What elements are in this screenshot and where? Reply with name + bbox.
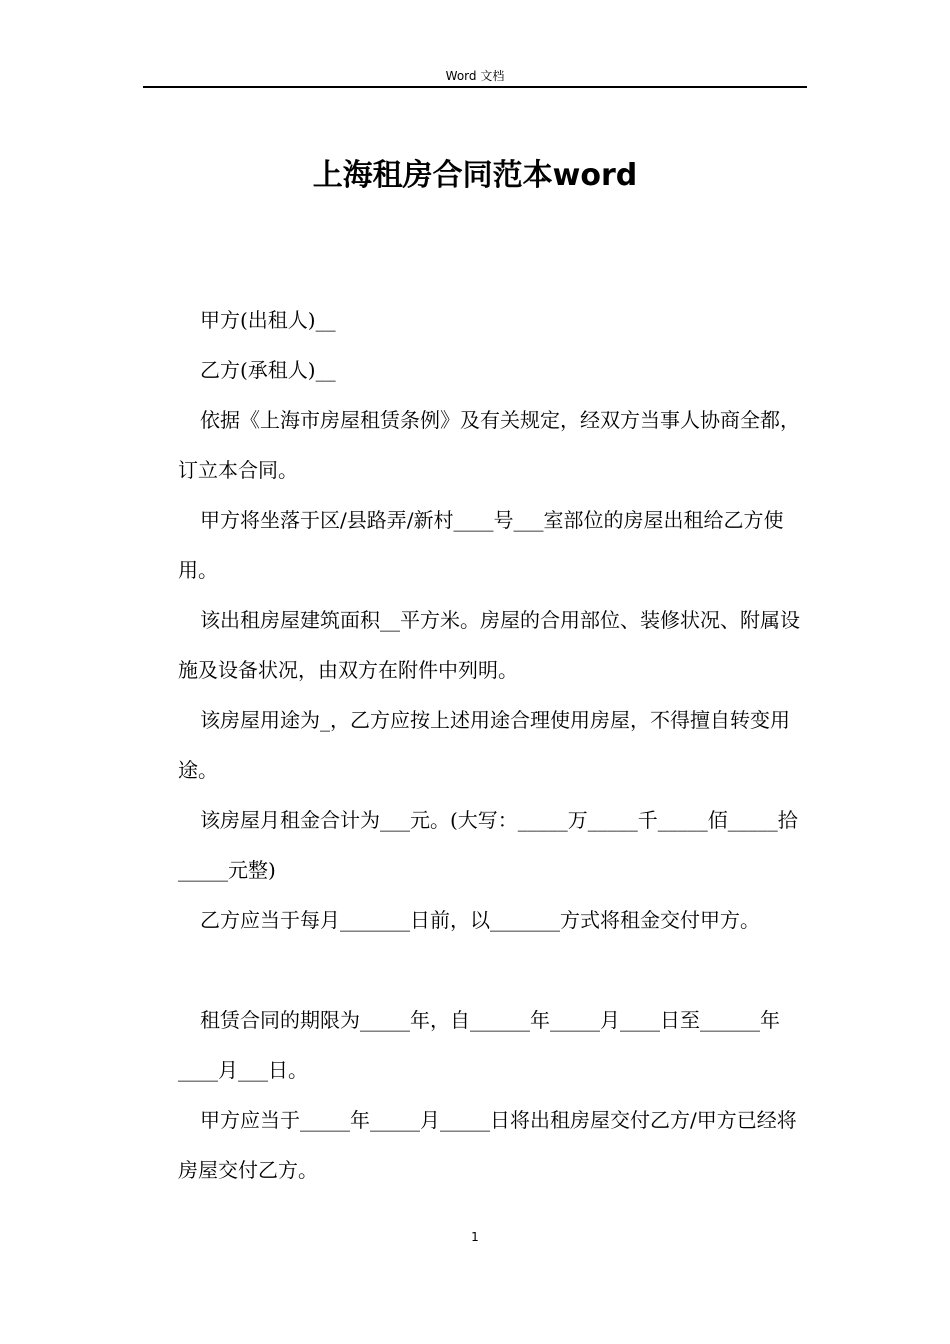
document-title: 上海租房合同范本word	[312, 158, 638, 193]
paragraph-basis: 依据《上海市房屋租赁条例》及有关规定，经双方当事人协商全都，订立本合同。	[178, 408, 800, 482]
paragraph-area: 该出租房屋建筑面积__平方米。房屋的合用部位、装修状况、附属设施及设备状况，由双方在附件中列明。	[178, 608, 800, 682]
paragraph-rent-amount: 该房屋月租金合计为___元。(大写：_____万_____千_____佰_____拾_____元整)	[178, 808, 798, 882]
paragraph-lessee: 乙方(承租人)__	[200, 358, 336, 382]
paragraph-handover: 甲方应当于_____年_____月_____日将出租房屋交付乙方/甲方已经将房屋交付乙方。	[178, 1108, 797, 1182]
header-divider	[143, 86, 807, 88]
document-body	[178, 295, 810, 1195]
paragraph-usage: 该房屋用途为_，乙方应按上述用途合理使用房屋，不得擅自转变用途。	[178, 708, 790, 782]
paragraph-location: 甲方将坐落于区/县路弄/新村____号___室部位的房屋出租给乙方使用。	[178, 508, 784, 582]
page-number: 1	[471, 1230, 479, 1244]
header-label: Word 文档	[445, 69, 505, 83]
paragraph-lease-term: 租赁合同的期限为_____年，自______年_____月____日至______年____月___日。	[178, 1008, 780, 1082]
paragraph-rent-payment: 乙方应当于每月_______日前，以_______方式将租金交付甲方。	[200, 908, 760, 932]
paragraph-lessor: 甲方(出租人)__	[200, 308, 336, 332]
paragraph-spacer	[178, 945, 810, 995]
